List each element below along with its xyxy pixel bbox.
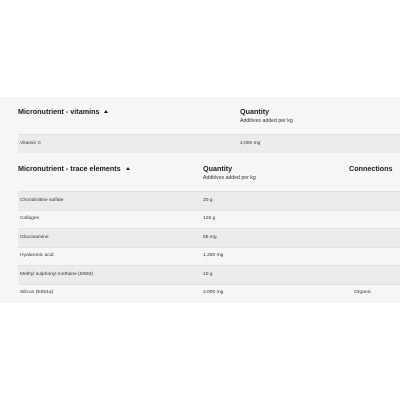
nutrient-name: Vitamin C xyxy=(20,140,42,146)
table-row xyxy=(18,284,400,303)
vitamins-table xyxy=(18,105,400,153)
table-row xyxy=(18,228,400,247)
trace-connections-header: Connections xyxy=(349,164,393,173)
nutrient-connection: Organic xyxy=(354,290,372,295)
nutrient-quantity: 4,000 mg xyxy=(240,140,261,146)
nutrient-quantity: 2,000 mg xyxy=(203,290,224,295)
nutrient-quantity: 125 g xyxy=(203,216,216,221)
vitamins-table-header xyxy=(18,105,400,134)
nutrient-name: Methyl sulphonyl methane (MSM) xyxy=(20,271,93,277)
vitamins-title: Micronutrient - vitamins xyxy=(18,107,100,116)
vitamins-quantity-header: Quantity xyxy=(240,107,270,116)
nutrient-name: Glucosamine xyxy=(20,234,49,240)
nutrient-panel xyxy=(0,97,400,303)
trace-title: Micronutrient - trace elements xyxy=(18,164,121,173)
vitamins-quantity-subheader: Additives added per kg xyxy=(240,118,293,124)
nutrient-quantity: 20 g xyxy=(203,197,213,203)
nutrient-quantity: 1,250 mg xyxy=(203,253,224,258)
table-row xyxy=(18,210,400,229)
nutrient-name: Hyaluronic acid xyxy=(20,253,54,258)
table-row xyxy=(18,247,400,266)
nutrient-name: Chondroitine sulfate xyxy=(20,197,64,203)
trace-table-header xyxy=(18,162,400,191)
nutrient-name: Collagen xyxy=(20,216,40,221)
trace-quantity-subheader: Additives added per kg xyxy=(203,175,256,181)
caret-up-icon xyxy=(104,110,108,113)
vitamins-sort-header[interactable] xyxy=(18,107,108,116)
trace-quantity-header: Quantity xyxy=(203,164,233,173)
nutrient-name: Silicon (E551a) xyxy=(20,290,54,295)
table-row xyxy=(18,265,400,284)
nutrient-quantity: 85 mg xyxy=(203,234,217,240)
table-row xyxy=(18,134,400,153)
nutrient-quantity: 10 g xyxy=(203,271,213,277)
caret-up-icon xyxy=(126,167,130,170)
trace-elements-table xyxy=(18,162,400,302)
trace-sort-header[interactable] xyxy=(18,164,130,173)
table-row xyxy=(18,191,400,210)
